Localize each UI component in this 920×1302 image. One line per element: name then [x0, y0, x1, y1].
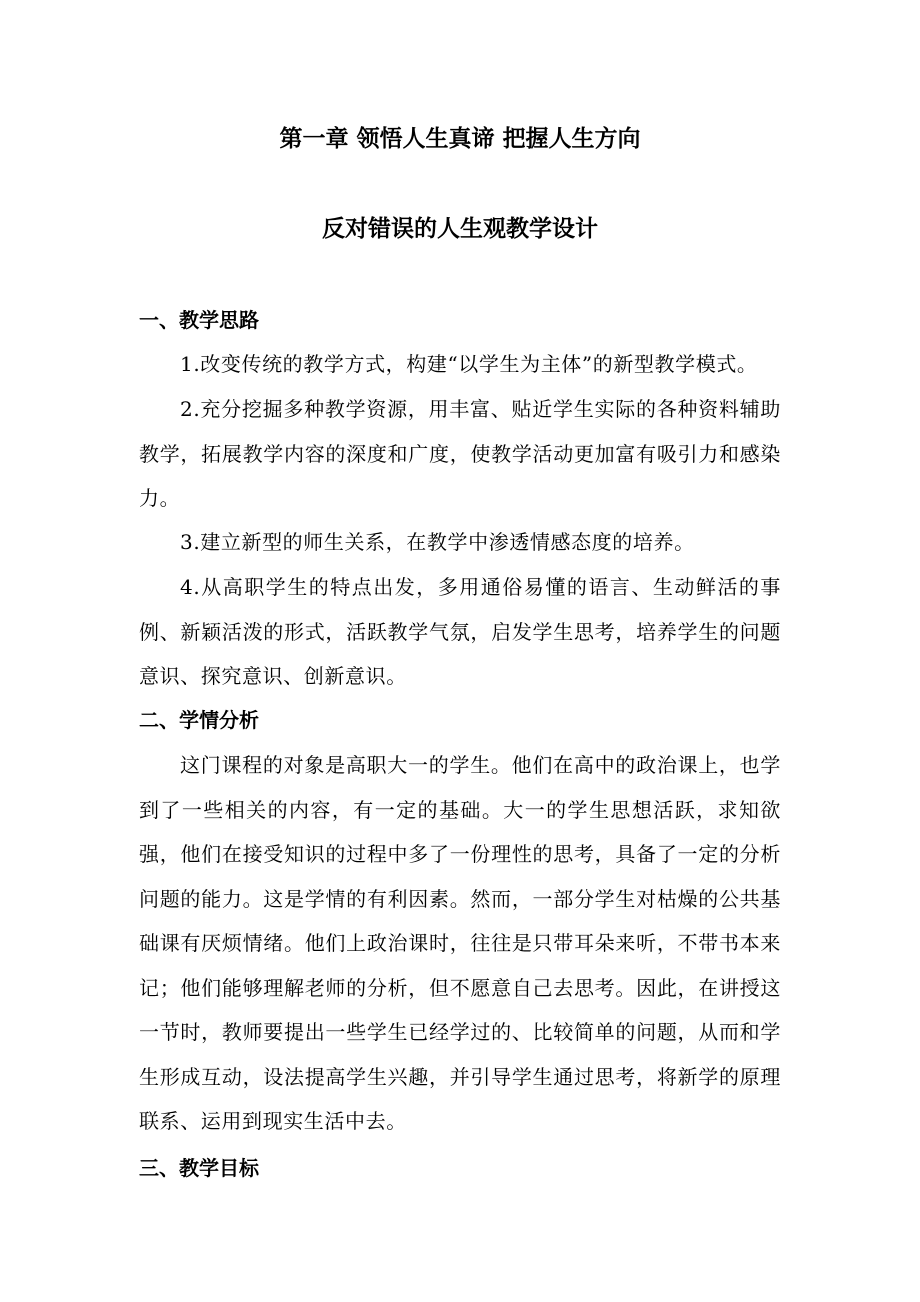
approach-item-3: 3.建立新型的师生关系，在教学中渗透情感态度的培养。 [180, 530, 695, 554]
approach-item-4: 4.从高职学生的特点出发，多用通俗易懂的语言、生动鲜活的事例、新颖活泼的形式，活跃教学气氛，启发学生思考，培养学生的问题意识、探究意识、创新意识。 [139, 575, 781, 688]
approach-item-2: 2.充分挖掘多种教学资源，用丰富、贴近学生实际的各种资料辅助教学，拓展教学内容的深度和广度，使教学活动更加富有吸引力和感染力。 [139, 397, 781, 510]
section-heading-teaching-objectives: 三、教学目标 [139, 1156, 259, 1180]
section-heading-teaching-approach: 一、教学思路 [139, 308, 259, 332]
document-subtitle: 反对错误的人生观教学设计 [322, 216, 598, 242]
learner-analysis-paragraph: 这门课程的对象是高职大一的学生。他们在高中的政治课上，也学到了一些相关的内容，有一定的基础。大一的学生思想活跃，求知欲强，他们在接受知识的过程中多了一份理性的思考，具备了一定的分析问题的能力。这是学情的有利因素。然而，一部分学生对枯燥的公共基础课有厌烦情绪。他们上政治课时，往往是只带耳朵来听，不带书本来记；他们能够理解老师的分析，但不愿意自己去思考。因此，在讲授这一节时，教师要提出一些学生已经学过的、比较简单的问题，从而和学生形成互动，设法提高学生兴趣，并引导学生通过思考，将新学的原理联系、运用到现实生活中去。 [139, 753, 781, 1133]
approach-item-1: 1.改变传统的教学方式，构建“以学生为主体”的新型教学模式。 [180, 352, 758, 376]
section-heading-learner-analysis: 二、学情分析 [139, 708, 259, 732]
chapter-title: 第一章 领悟人生真谛 把握人生方向 [279, 126, 641, 152]
